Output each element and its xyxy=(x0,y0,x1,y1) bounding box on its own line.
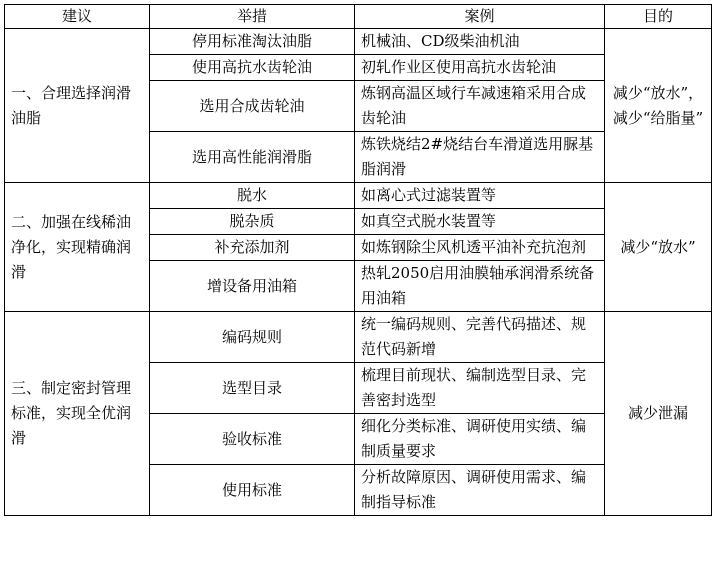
suggestion-cell: 二、加强在线稀油净化，实现精确润滑 xyxy=(5,183,150,312)
header-row xyxy=(5,5,712,29)
header-case: 案例 xyxy=(355,5,605,29)
measure-cell: 验收标准 xyxy=(150,414,355,465)
case-cell: 炼钢高温区域行车减速箱采用合成齿轮油 xyxy=(355,81,605,132)
table-row xyxy=(5,312,712,363)
purpose-cell: 减少“放水” xyxy=(605,183,712,312)
measure-cell: 选用合成齿轮油 xyxy=(150,81,355,132)
case-cell: 机械油、CD级柴油机油 xyxy=(355,29,605,55)
case-cell: 如炼钢除尘风机透平油补充抗泡剂 xyxy=(355,235,605,261)
measure-cell: 脱杂质 xyxy=(150,209,355,235)
measure-cell: 停用标准淘汰油脂 xyxy=(150,29,355,55)
case-cell: 分析故障原因、调研使用需求、编制指导标准 xyxy=(355,465,605,516)
measure-cell: 使用标准 xyxy=(150,465,355,516)
table-row xyxy=(5,183,712,209)
measure-cell: 选用高性能润滑脂 xyxy=(150,132,355,183)
measure-cell: 编码规则 xyxy=(150,312,355,363)
case-cell: 热轧2050启用油膜轴承润滑系统备用油箱 xyxy=(355,261,605,312)
case-cell: 如离心式过滤装置等 xyxy=(355,183,605,209)
measure-cell: 使用高抗水齿轮油 xyxy=(150,55,355,81)
case-cell: 如真空式脱水装置等 xyxy=(355,209,605,235)
suggestion-cell: 一、合理选择润滑油脂 xyxy=(5,29,150,183)
header-measure: 举措 xyxy=(150,5,355,29)
case-cell: 梳理目前现状、编制选型目录、完善密封选型 xyxy=(355,363,605,414)
header-suggestion: 建议 xyxy=(5,5,150,29)
measures-table xyxy=(4,4,712,516)
purpose-cell: 减少“放水”，减少“给脂量” xyxy=(605,29,712,183)
purpose-cell: 减少泄漏 xyxy=(605,312,712,516)
table-row xyxy=(5,29,712,55)
measure-cell: 选型目录 xyxy=(150,363,355,414)
measure-cell: 补充添加剂 xyxy=(150,235,355,261)
header-purpose: 目的 xyxy=(605,5,712,29)
case-cell: 初轧作业区使用高抗水齿轮油 xyxy=(355,55,605,81)
measure-cell: 脱水 xyxy=(150,183,355,209)
case-cell: 统一编码规则、完善代码描述、规范代码新增 xyxy=(355,312,605,363)
suggestion-cell: 三、制定密封管理标准，实现全优润滑 xyxy=(5,312,150,516)
case-cell: 炼铁烧结2#烧结台车滑道选用脲基脂润滑 xyxy=(355,132,605,183)
case-cell: 细化分类标准、调研使用实绩、编制质量要求 xyxy=(355,414,605,465)
measure-cell: 增设备用油箱 xyxy=(150,261,355,312)
